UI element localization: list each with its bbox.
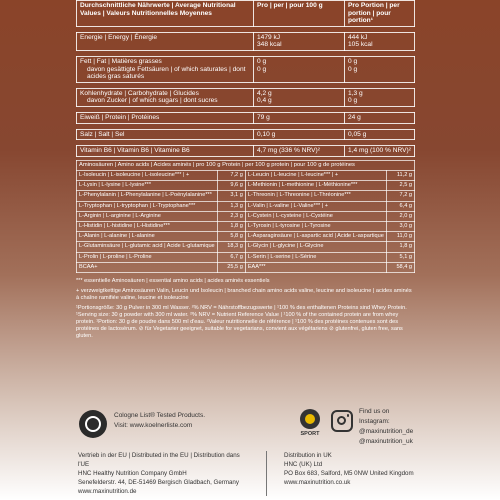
uk-company: HNC (UK) Ltd bbox=[284, 461, 323, 468]
amino-name: L-Tyrosin | L-tyrosine | L-Tyrosine bbox=[245, 221, 386, 231]
eaa-value: 58,4 g bbox=[386, 262, 414, 272]
amino-row bbox=[77, 191, 415, 201]
distribution-eu bbox=[78, 451, 246, 496]
instagram-icon[interactable] bbox=[331, 410, 353, 432]
amino-row bbox=[77, 252, 415, 262]
energy-per100: 1479 kJ 348 kcal bbox=[254, 32, 345, 50]
energy-row bbox=[77, 32, 415, 50]
amino-value: 1,8 g bbox=[386, 242, 414, 252]
distribution-uk bbox=[284, 451, 416, 487]
salt-label: Salz | Salt | Sel bbox=[77, 129, 254, 140]
amino-value: 6,4 g bbox=[386, 201, 414, 211]
bcaa-value: 25,5 g bbox=[217, 262, 245, 272]
carb-label: Kohlenhydrate | Carbohydrate | Glucides bbox=[80, 89, 199, 97]
energy-portion: 444 kJ 105 kcal bbox=[345, 32, 415, 50]
fat-row bbox=[77, 56, 415, 82]
instagram-text bbox=[359, 407, 416, 447]
amino-value: 5,1 g bbox=[386, 252, 414, 262]
per-portion-header: Pro Portion | per portion | pour portion¹ bbox=[345, 1, 415, 27]
uk-address: PO Box 683, Salford, M5 0NW United Kingdom bbox=[284, 470, 414, 477]
sport-logo bbox=[294, 409, 326, 443]
amino-header: Aminosäuren | Amino acids | Acides aminés | pro 100 g Protein | per 100 g protein | pour 100 g de protéines bbox=[77, 160, 415, 170]
amino-name: L-Threonin | L-Threonine | L-Thréonine*** bbox=[245, 191, 386, 201]
fat-saturates-label: davon gesättigte Fettsäuren | of which saturates | dont acides gras saturés bbox=[87, 65, 246, 81]
bcaa-row bbox=[77, 262, 415, 272]
amino-name: L-Asparaginsäure | L-aspartic acid | Acide L-aspartique bbox=[245, 232, 386, 242]
footnote-essential: *** essentielle Aminosäuren | essential amino acids | acides aminés essentiels bbox=[76, 277, 270, 284]
amino-row bbox=[77, 201, 415, 211]
fat-portion: 0 g 0 g bbox=[345, 56, 415, 82]
amino-header-row bbox=[77, 160, 415, 170]
amino-value: 5,8 g bbox=[217, 232, 245, 242]
amino-value: 1,3 g bbox=[217, 201, 245, 211]
salt-row bbox=[77, 129, 415, 140]
uk-website-link[interactable]: www.maxinutrition.co.uk bbox=[284, 479, 351, 486]
vitb6-per100: 4,7 mg (336 % NRV)² bbox=[254, 146, 345, 157]
cologne-list-line1: Cologne List® Tested Products. bbox=[114, 412, 206, 419]
amino-acid-table bbox=[76, 160, 415, 273]
nutrition-panel bbox=[76, 0, 415, 343]
protein-label: Eiweiß | Protein | Protéines bbox=[77, 112, 254, 123]
amino-row bbox=[77, 181, 415, 191]
amino-name: L-Lysin | L-lysine | L-lysine*** bbox=[77, 181, 218, 191]
amino-name: L-Prolin | L-proline | L-Proline bbox=[77, 252, 218, 262]
bcaa-label: BCAA+ bbox=[77, 262, 218, 272]
vitb6-portion: 1,4 mg (100 % NRV)² bbox=[345, 146, 415, 157]
nutrition-header-label: Durchschnittliche Nährwerte | Average Nutritional Values | Valeurs Nutritionnelles Moyennes bbox=[77, 1, 254, 27]
eu-website-link[interactable]: www.maxinutrition.de bbox=[78, 488, 137, 495]
amino-name: L-Histidin | L-histidine | L-Histidine*** bbox=[77, 221, 218, 231]
amino-name: L-Leucin | L-leucine | L-leucine*** | + bbox=[245, 170, 386, 180]
cologne-list-logo-icon bbox=[79, 410, 107, 438]
amino-value: 7,2 g bbox=[386, 191, 414, 201]
amino-value: 7,2 g bbox=[217, 170, 245, 180]
nutrition-table bbox=[76, 0, 415, 157]
amino-name: L-Alanin | L-alanine | L-alanine bbox=[77, 232, 218, 242]
amino-value: 11,0 g bbox=[386, 232, 414, 242]
amino-name: L-Cystein | L-cysteine | L-Cystéine bbox=[245, 211, 386, 221]
amino-row bbox=[77, 242, 415, 252]
amino-name: L-Glycin | L-glycine | L-Glycine bbox=[245, 242, 386, 252]
amino-value: 3,0 g bbox=[386, 221, 414, 231]
amino-row bbox=[77, 221, 415, 231]
amino-row bbox=[77, 170, 415, 180]
vitb6-row bbox=[77, 146, 415, 157]
amino-value: 2,0 g bbox=[386, 211, 414, 221]
cologne-list-text bbox=[114, 411, 205, 431]
carb-portion: 1,3 g 0 g bbox=[345, 88, 415, 106]
carb-per100: 4,2 g 0,4 g bbox=[254, 88, 345, 106]
amino-value: 6,7 g bbox=[217, 252, 245, 262]
uk-title: Distribution in UK bbox=[284, 452, 332, 459]
instagram-handle-uk[interactable]: @maxinutrition_uk bbox=[359, 438, 413, 445]
eu-company: HNC Healthy Nutrition Company GmbH bbox=[78, 470, 187, 477]
sport-label: SPORT bbox=[300, 431, 320, 437]
fat-per100: 0 g 0 g bbox=[254, 56, 345, 82]
distribution-info bbox=[76, 451, 416, 496]
protein-per100: 79 g bbox=[254, 112, 345, 123]
instagram-caption: Find us on Instagram: bbox=[359, 408, 390, 425]
certification-logos bbox=[76, 407, 416, 447]
amino-value: 9,6 g bbox=[217, 181, 245, 191]
carb-sugars-label: davon Zucker | of which sugars | dont sucres bbox=[87, 97, 218, 105]
instagram-handle-de[interactable]: @maxinutrition_de bbox=[359, 428, 414, 435]
protein-portion: 24 g bbox=[345, 112, 415, 123]
amino-name: L-Glutaminsäure | L-glutamic acid | Acide L-glutamique bbox=[77, 242, 218, 252]
footnote-serving: ¹Portionsgröße: 30 g Pulver in 300 ml Wasser. ²% NRV = Nährstoffbezugswerte | ¹100 % des enthaltenen Proteins sind Whey Protein. ¹Serving size: 30 g powder with 300 ml water. ²% NRV = Nutrient Reference Value | ¹100 % of the contained protein are from whey protein. ¹Portion: 30 g de poudre dans 500 ml d'eau. ²Valeur nutritionnelle de référence | ¹100 % des protéines contenues sont des protéines de lactosérum. ⊘ für Vegetarier geeignet, suitable for vegetarians, convient aux végétariens ⊘ glutenfrei, gluten free, sans gluten. bbox=[76, 304, 407, 339]
amino-value: 1,8 g bbox=[217, 221, 245, 231]
footnote-bcaa: + verzweigtkettige Aminosäuren Valin, Leucin und Isoleucin | branched chain amino acids valine, leucine and isoleucine | acides aminés à chaîne ramifiée valine, leucine et isoleucine bbox=[76, 287, 412, 301]
eaa-label: EAA*** bbox=[245, 262, 386, 272]
amino-value: 11,2 g bbox=[386, 170, 414, 180]
per-100g-header: Pro | per | pour 100 g bbox=[254, 1, 345, 27]
divider bbox=[266, 451, 267, 496]
energy-label: Energie | Energy | Énergie bbox=[77, 32, 254, 50]
amino-value: 18,3 g bbox=[217, 242, 245, 252]
amino-name: L-Arginin | L-arginine | L-Arginine bbox=[77, 211, 218, 221]
salt-portion: 0,05 g bbox=[345, 129, 415, 140]
amino-name: L-Isoleucin | L-isoleucine | L-isoleucine*** | + bbox=[77, 170, 218, 180]
amino-value: 3,1 g bbox=[217, 191, 245, 201]
amino-name: L-Phenylalanin | L-Phenylalanine | L-Poénylalanine*** bbox=[77, 191, 218, 201]
cologne-list-link[interactable]: Visit: www.koelnerliste.com bbox=[114, 422, 193, 429]
amino-name: L-Serin | L-serine | L-Sérine bbox=[245, 252, 386, 262]
amino-row bbox=[77, 232, 415, 242]
carb-row bbox=[77, 88, 415, 106]
amino-row bbox=[77, 211, 415, 221]
eu-address: Senefelderstr. 44, DE-51469 Bergisch Gladbach, Germany bbox=[78, 479, 239, 486]
vitb6-label: Vitamin B6 | Vitamin B6 | Vitamine B6 bbox=[77, 146, 254, 157]
nutrition-header-row bbox=[77, 1, 415, 27]
protein-row bbox=[77, 112, 415, 123]
amino-name: L-Methionin | L-methionine | L-Méthionine*** bbox=[245, 181, 386, 191]
salt-per100: 0,10 g bbox=[254, 129, 345, 140]
sport-medal-icon bbox=[300, 409, 320, 429]
amino-value: 2,5 g bbox=[386, 181, 414, 191]
eu-title: Vertrieb in der EU | Distributed in the EU | Distribution dans l'UE bbox=[78, 452, 240, 468]
footnotes bbox=[76, 278, 415, 340]
amino-name: L-Valin | L-valine | L-Valine*** | + bbox=[245, 201, 386, 211]
amino-value: 2,3 g bbox=[217, 211, 245, 221]
amino-name: L-Tryptophan | L-tryptophan | L-Tryptophane*** bbox=[77, 201, 218, 211]
fat-label: Fett | Fat | Matières grasses bbox=[80, 57, 162, 65]
